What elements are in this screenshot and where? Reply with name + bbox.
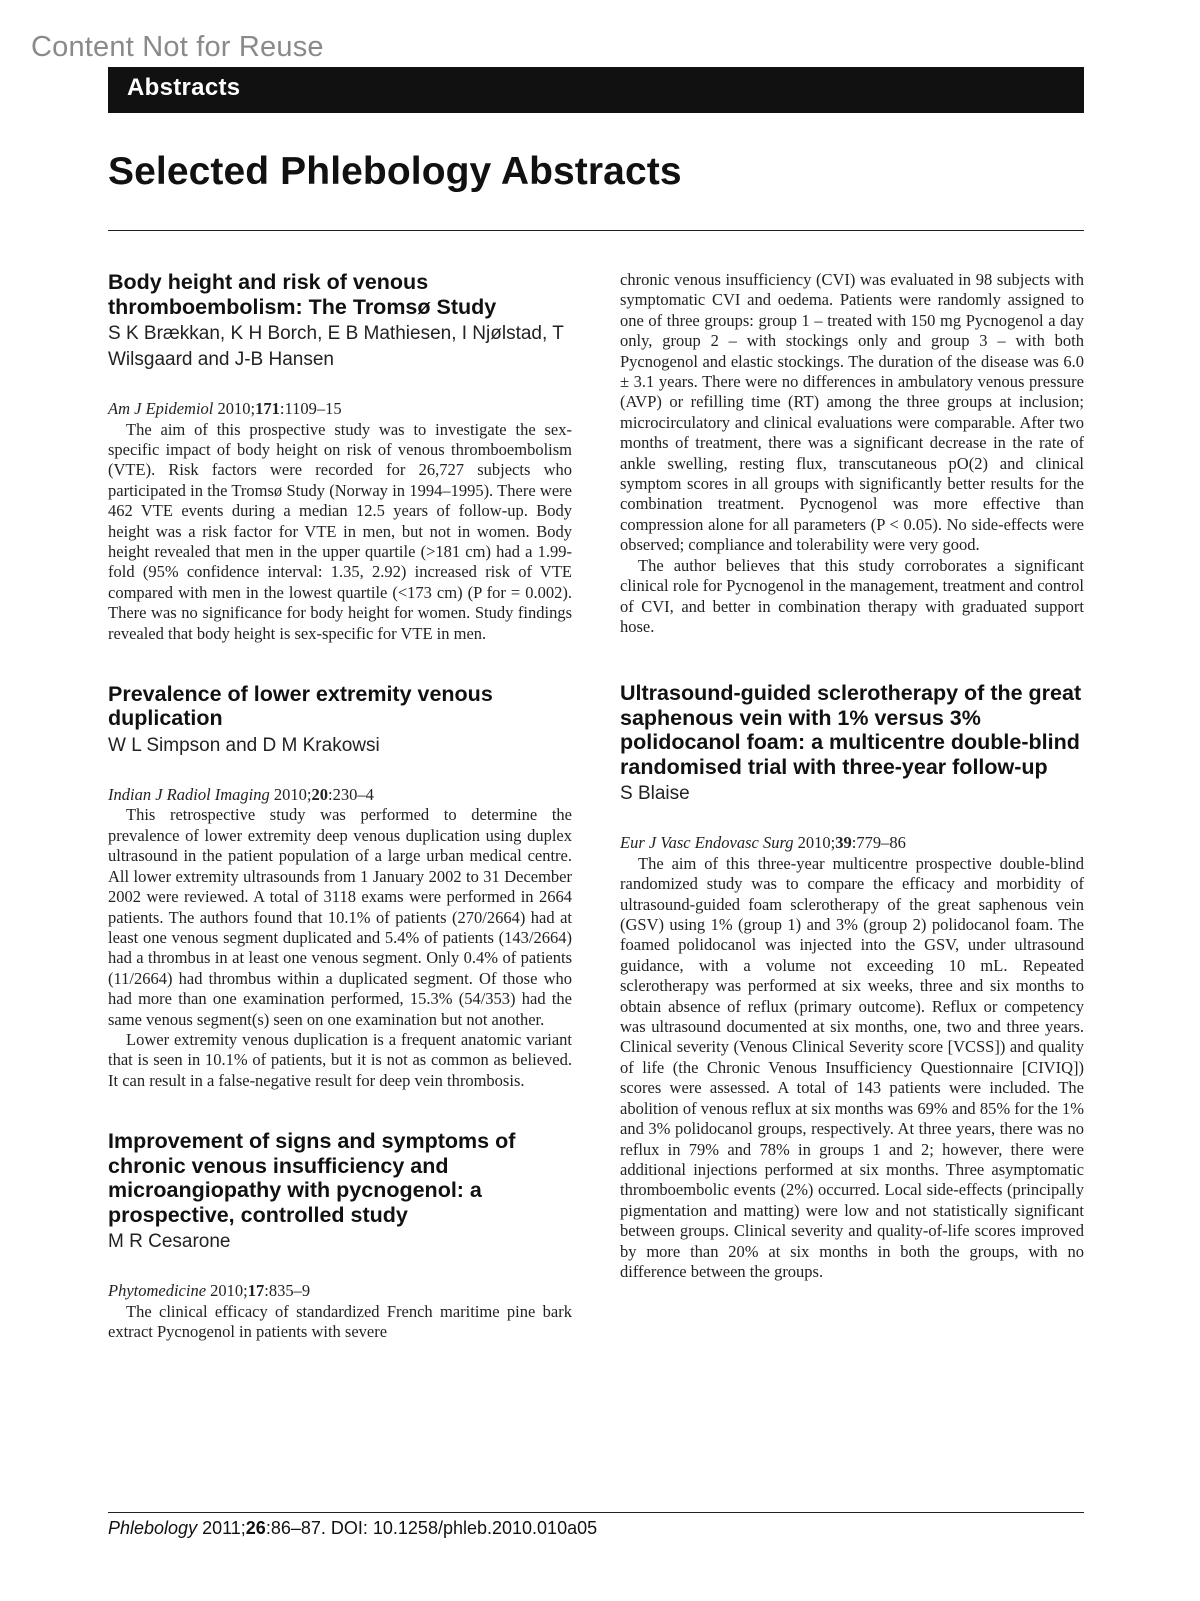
abstract-paragraph: The aim of this prospective study was to investigate the sex-specific impact of body height on risk of venous thromboembolism (VTE). Risk factors were recorded for 26,727 subjects who participated in the Tromsø Study (Norway in 1994–1995). There were 462 VTE events during a median 12.5 years of follow-up. Body height was a risk factor for VTE in men, but not in women. Body height revealed that men in the upper quartile (>181 cm) had a 1.99-fold (95% confidence interval: 1.35, 2.92) increased risk of VTE compared with men in the lowest quartile (<173 cm) (P for = 0.002). There was no significance for body height for women. Study findings revealed that body height is sex-specific for VTE in men. [108,419,572,643]
article-citation [108,785,572,806]
article-citation [108,399,572,420]
citation-year: 2010; [210,1281,248,1301]
abstract-paragraph: The clinical efficacy of standardized French maritime pine bark extract Pycnogenol in patients with severe [108,1301,572,1342]
abstract-article [108,270,572,644]
footer-divider [108,1512,1084,1513]
article-authors: M R Cesarone [108,1231,231,1253]
abstract-paragraph: chronic venous insufficiency (CVI) was evaluated in 98 subjects with symptomatic CVI and oedema. Patients were randomly assigned to one of three groups: group 1 – treated with 150 mg Pycnogenol a day only, group 2 – with stockings only and group 3 – with both Pycnogenol and elastic stockings. The duration of the disease was 6.0 ± 3.1 years. There were no differences in ambulatory venous pressure (AVP) or refilling time (RT) among the three groups at inclusion; microcirculatory and clinical evaluations were comparable. After two months of treatment, there was a significant decrease in the rate of ankle swelling, resting flux, transcutaneous pO(2) and clinical symptom scores in all groups with significantly better results for the combination treatment. Pycnogenol was more effective than compression alone for all parameters (P < 0.05). No side-effects were observed; compliance and tolerability were very good. [620,270,1084,555]
abstract-article [108,682,572,1091]
abstract-article [108,1129,572,1342]
watermark: Content Not for Reuse [31,31,324,63]
footer-journal: Phlebology [108,1518,198,1538]
abstract-article-continued [620,270,1084,637]
page-title: Selected Phlebology Abstracts [108,150,682,193]
section-header-bar [108,67,1084,113]
footer-volume: 26 [245,1518,266,1538]
citation-pages: :1109–15 [279,399,342,418]
page-footer [108,1518,597,1539]
article-authors: S Blaise [620,783,690,805]
article-citation [620,833,1084,854]
citation-pages: :835–9 [264,1281,311,1301]
citation-volume: 171 [255,399,280,418]
abstract-paragraph: The author believes that this study corroborates a significant clinical role for Pycnogenol in the management, treatment and control of CVI, and better in combination therapy with graduated support hose. [620,555,1084,636]
citation-journal: Am J Epidemiol [108,399,214,418]
citation-journal: Indian J Radiol Imaging [108,784,270,804]
footer-year: 2011; [197,1518,246,1538]
right-column [620,270,1084,1282]
abstract-paragraph: This retrospective study was performed to determine the prevalence of lower extremity deep venous duplication using duplex ultrasound in the patient population of a large urban medical centre. All lower extremity ultrasounds from 1 January 2002 to 31 December 2002 were reviewed. A total of 3118 exams were performed in 2664 patients. The authors found that 10.1% of patients (270/2664) had at least one venous segment duplicated and 5.4% of patients (143/2664) had a thrombus in at least one venous segment. Only 0.4% of patients (11/2664) had thrombus within a duplicated segment. Of those who had more than one examination performed, 15.3% (54/353) had the same venous segment(s) seen on one examination but not another. [108,805,572,1029]
article-authors: S K Brækkan, K H Borch, E B Mathiesen, I Njølstad, T Wilsgaard and J-B Hansen [108,323,564,370]
article-title: Prevalence of lower extremity venous duplication [108,681,493,731]
article-authors: W L Simpson and D M Krakowsi [108,734,380,756]
left-column [108,270,572,1342]
citation-volume: 17 [247,1281,265,1301]
citation-pages: :230–4 [328,784,374,804]
article-title: Body height and risk of venous thromboembolism: The Tromsø Study [108,270,497,319]
footer-pages-doi: :86–87. DOI: 10.1258/phleb.2010.010a05 [265,1518,598,1538]
section-label: Abstracts [127,74,241,101]
citation-journal: Eur J Vasc Endovasc Surg [620,833,794,853]
abstract-article [620,681,1084,1282]
citation-volume: 20 [311,784,328,804]
header-divider [108,230,1084,231]
citation-year: 2010; [797,833,836,853]
article-title: Ultrasound-guided sclerotherapy of the great saphenous vein with 1% versus 3% polidocanol foam: a multicentre double-blind randomised trial with three-year follow-up [620,681,1082,779]
article-title: Improvement of signs and symptoms of chronic venous insufficiency and microangiopathy with pycnogenol: a prospective, controlled study [108,1129,516,1227]
citation-year: 2010; [217,399,256,418]
abstract-paragraph: Lower extremity venous duplication is a frequent anatomic variant that is seen in 10.1% of patients, but it is not as common as believed. It can result in a false-negative result for deep vein thrombosis. [108,1029,572,1090]
article-citation [108,1281,572,1302]
citation-year: 2010; [273,784,312,804]
citation-journal: Phytomedicine [108,1281,207,1301]
citation-pages: :779–86 [851,833,906,853]
abstract-paragraph: The aim of this three-year multicentre prospective double-blind randomized study was to compare the efficacy and morbidity of ultrasound-guided foam sclerotherapy of the great saphenous vein (GSV) using 1% (group 1) and 3% (group 2) polidocanol foam. The foamed polidocanol was injected into the GSV, under ultrasound guidance, with a volume not exceeding 10 mL. Repeated sclerotherapy was performed at six weeks, three and six months to obtain absence of reflux (primary outcome). Reflux or competency was ultrasound documented at six months, one, two and three years. Clinical severity (Venous Clinical Severity score [VCSS]) and quality of life (the Chronic Venous Insufficiency Questionnaire [CIVIQ]) scores were assessed. A total of 143 patients were included. The abolition of venous reflux at six months was 69% and 85% for the 1% and 3% polidocanol groups, respectively. At three years, there was no reflux in 79% and 78% in groups 1 and 2; however, there were additional injections performed at six months. Three asymptomatic thromboembolic events (2%) occurred. Local side-effects (principally pigmentation and matting) were low and not statistically significant between groups. Clinical severity and quality-of-life scores improved by more than 20% at six months in both the groups, with no difference between the groups. [620,853,1084,1281]
citation-volume: 39 [835,833,852,853]
